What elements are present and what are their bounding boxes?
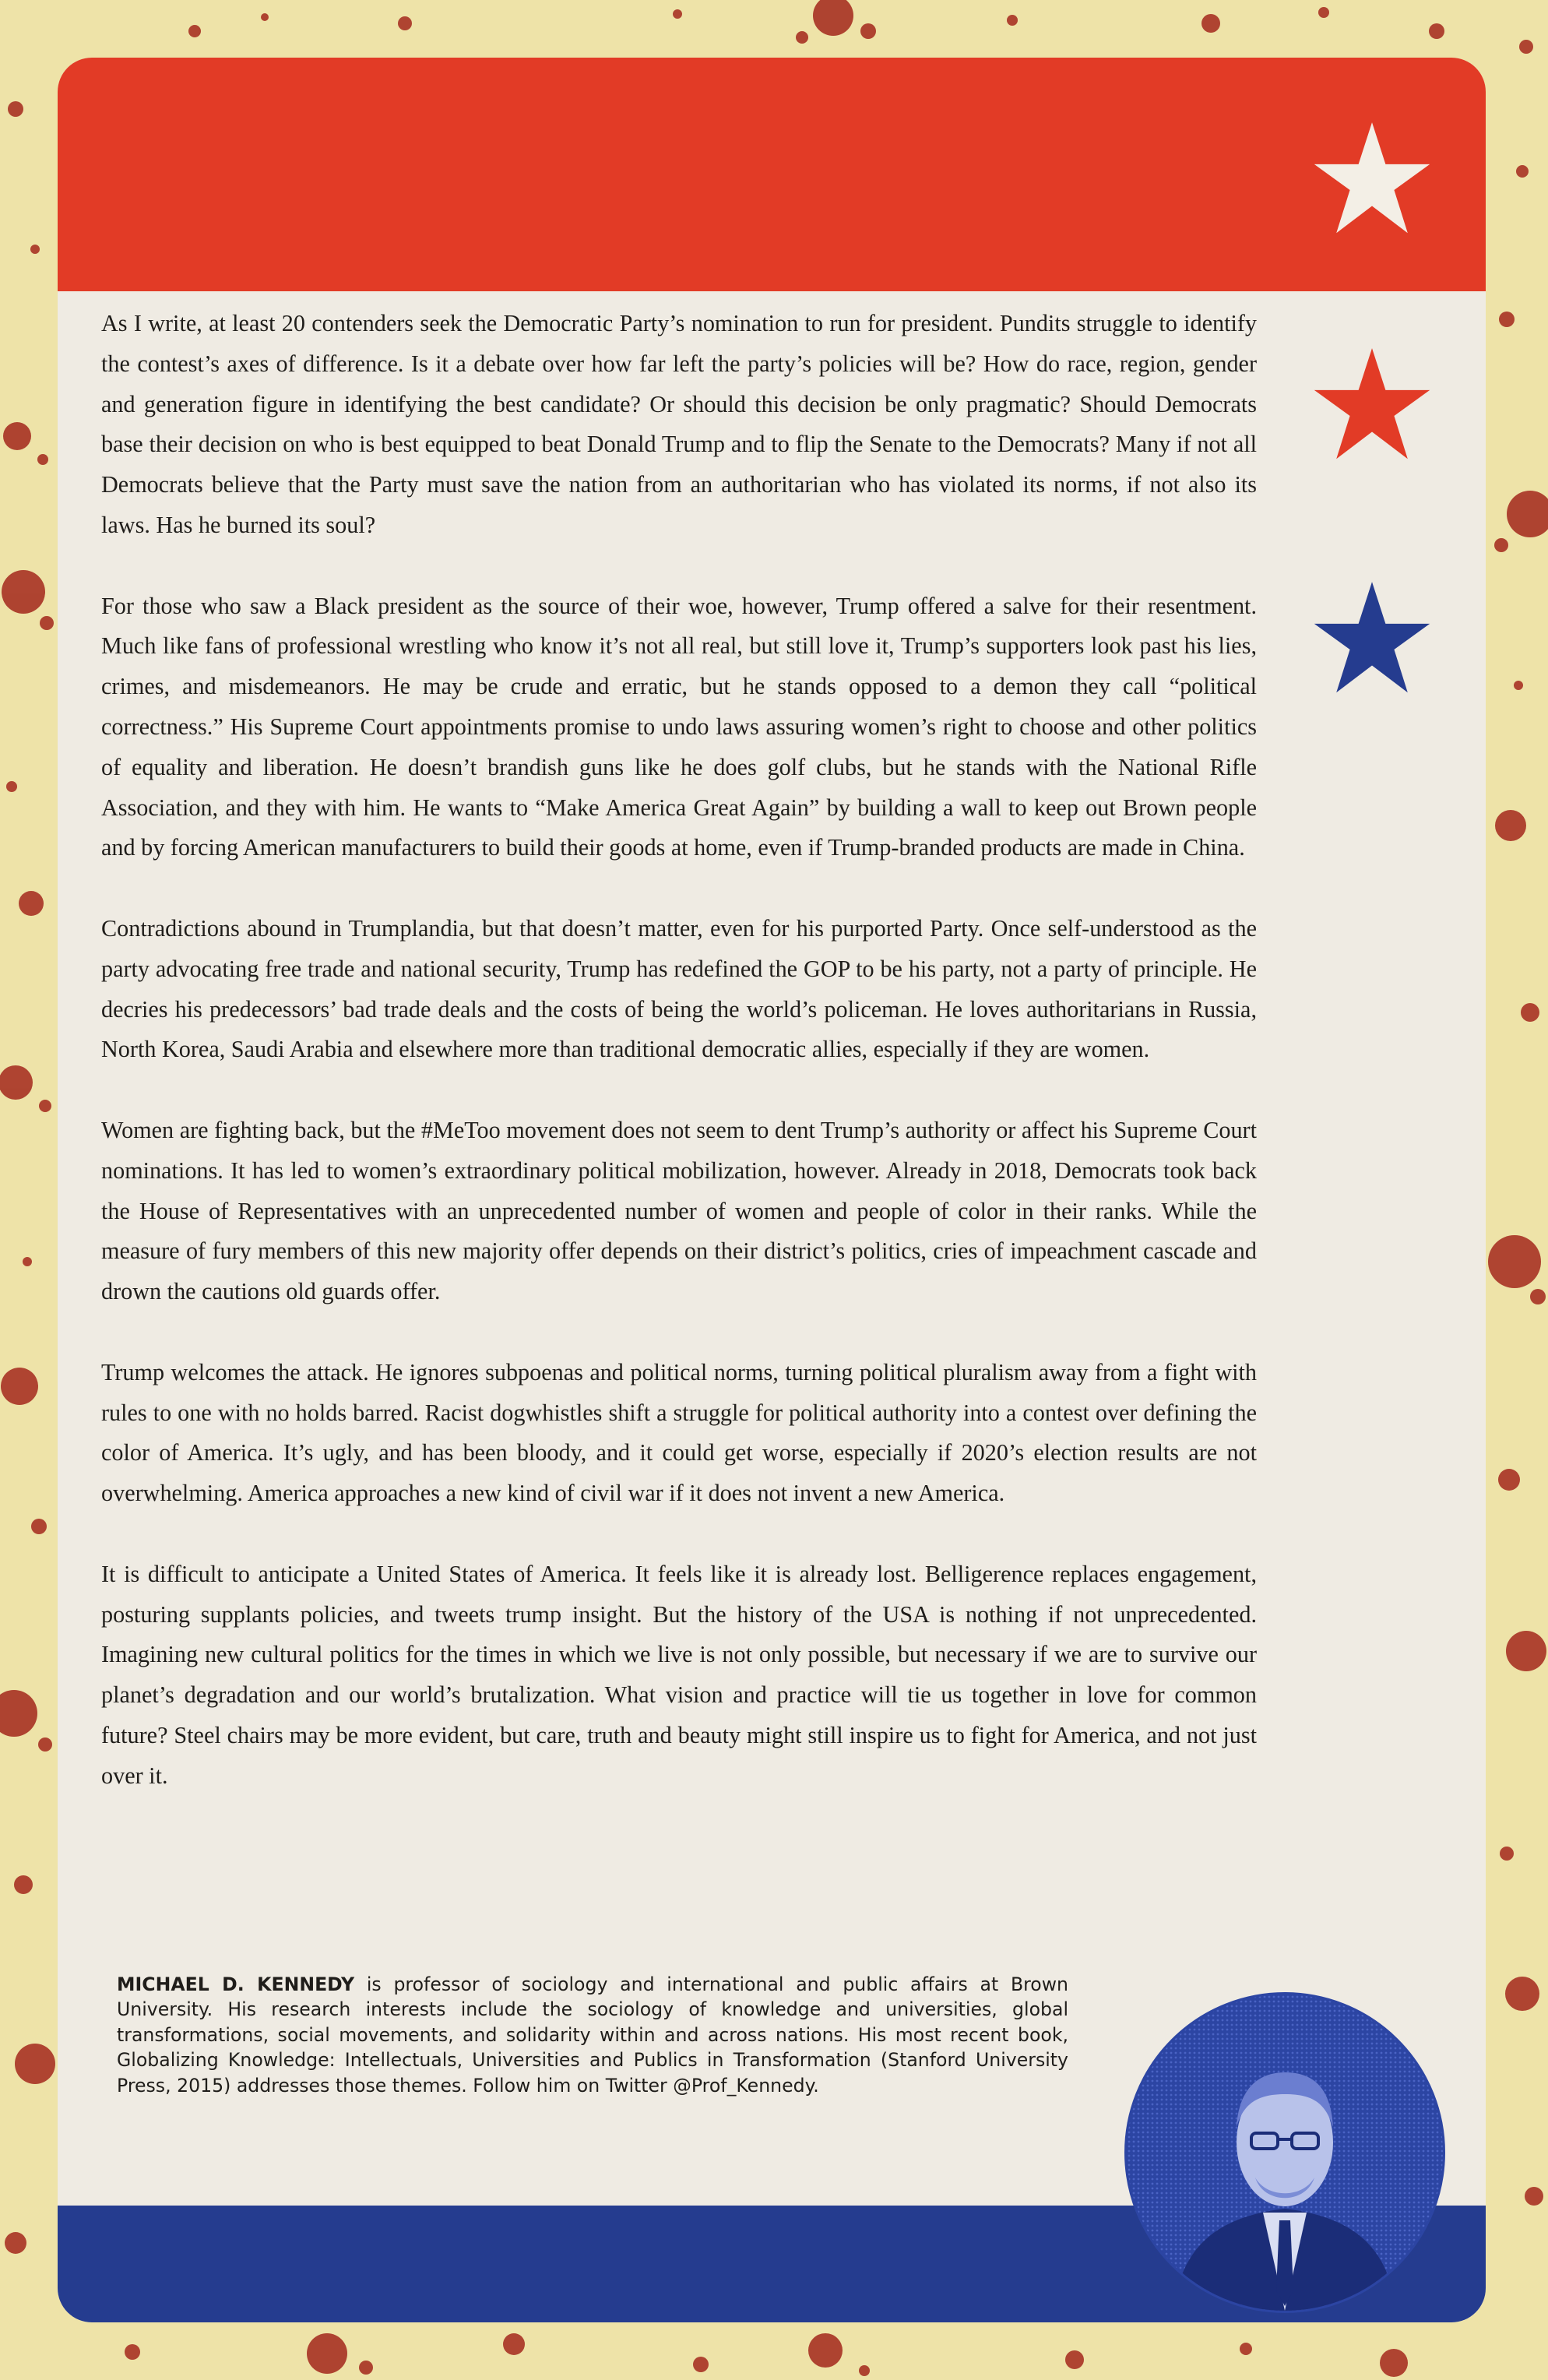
star-icon-blue xyxy=(1310,579,1434,696)
star-icon-white xyxy=(1310,120,1434,237)
author-name: MICHAEL D. KENNEDY xyxy=(117,1973,355,1995)
star-icon-red xyxy=(1310,346,1434,463)
article-paragraph-5: Trump welcomes the attack. He ignores subpoenas and political norms, turning political pluralism away from a fight with rules to one with no holds barred. Racist dogwhistles shift a struggle for political authority into a contest over defining the color of America. It’s ugly, and has been bloody, and it could get worse, especially if 2020’s election results are not overwhelming. America approaches a new kind of civil war if it does not invent a new America. xyxy=(101,1358,1257,1507)
article-paragraph-1: As I write, at least 20 contenders seek the Democratic Party’s nomination to run for president. Pundits struggle to identify the contest’s axes of difference. Is it a debate over how far left the party’s policies will be? How do race, region, gender and generation figure in identifying the best candidate? Or should this decision be only pragmatic? Should Democrats base their decision on who is best equipped to beat Donald Trump and to flip the Senate to the Democrats? Many if not all Democrats believe that the Party must save the nation from an authoritarian who has violated its norms, if not also its laws. Has he burned its soul? xyxy=(101,310,1257,538)
red-header-band xyxy=(58,58,1486,291)
author-portrait xyxy=(1124,1992,1445,2313)
article-paragraph-6: It is difficult to anticipate a United States of America. It feels like it is already lost. Belligerence replaces engagement, posturing supplants policies, and tweets trump insight. But the history of the USA is nothing if not unprecedented. Imagining new cultural politics for the times in which we live is not only possible, but necessary if we are to survive our planet’s degradation and our world’s brutalization. What vision and practice will tie us together in love for common future? Steel chairs may be more evident, but care, truth and beauty might still inspire us to fight for America, and not just over it. xyxy=(101,1560,1257,1789)
article-paragraph-3: Contradictions abound in Trumplandia, but that doesn’t matter, even for his purported Party. Once self-understood as the party advocating free trade and national security, Trump has redefined the GOP to be his party, not a party of principle. He decries his predecessors’ bad trade deals and the costs of being the world’s policeman. He loves authoritarians in Russia, North Korea, Saudi Arabia and elsewhere more than traditional democratic allies, especially if they are women. xyxy=(101,914,1257,1063)
portrait-photo xyxy=(1127,1994,1443,2311)
author-bio-text: is professor of sociology and international and public affairs at Brown University. His research interests include the sociology of knowledge and universities, global transformations, social movements, and solidarity within and across nations. His most recent book, Globalizing Knowledge: Intellectuals, Universities and Publics in Transformation (Stanford University Press, 2015) addresses those themes. Follow him on Twitter @Prof_Kennedy. xyxy=(117,1973,1068,2097)
article-body xyxy=(101,304,1257,1836)
author-bio xyxy=(117,1972,1068,2098)
article-paragraph-4: Women are fighting back, but the #MeToo movement does not seem to dent Trump’s authority or affect his Supreme Court nominations. It has led to women’s extraordinary political mobilization, however. Already in 2018, Democrats took back the House of Representatives with an unprecedented number of women and people of color in their ranks. While the measure of fury members of this new majority offer depends on their district’s politics, cries of impeachment cascade and drown the cautions old guards offer. xyxy=(101,1116,1257,1305)
article-paragraph-2: For those who saw a Black president as the source of their woe, however, Trump offered a salve for their resentment. Much like fans of professional wrestling who know it’s not all real, but still love it, Trump’s supporters look past his lies, crimes, and misdemeanors. He may be crude and erratic, but he stands opposed to a demon they call “political correctness.” His Supreme Court appointments promise to undo laws assuring women’s right to choose and other politics of equality and liberation. He doesn’t brandish guns like he does golf clubs, but he stands with the National Rifle Association, and they with him. He wants to “Make America Great Again” by building a wall to keep out Brown people and by forcing American manufacturers to build their goods at home, even if Trump-branded products are made in China. xyxy=(101,592,1257,861)
